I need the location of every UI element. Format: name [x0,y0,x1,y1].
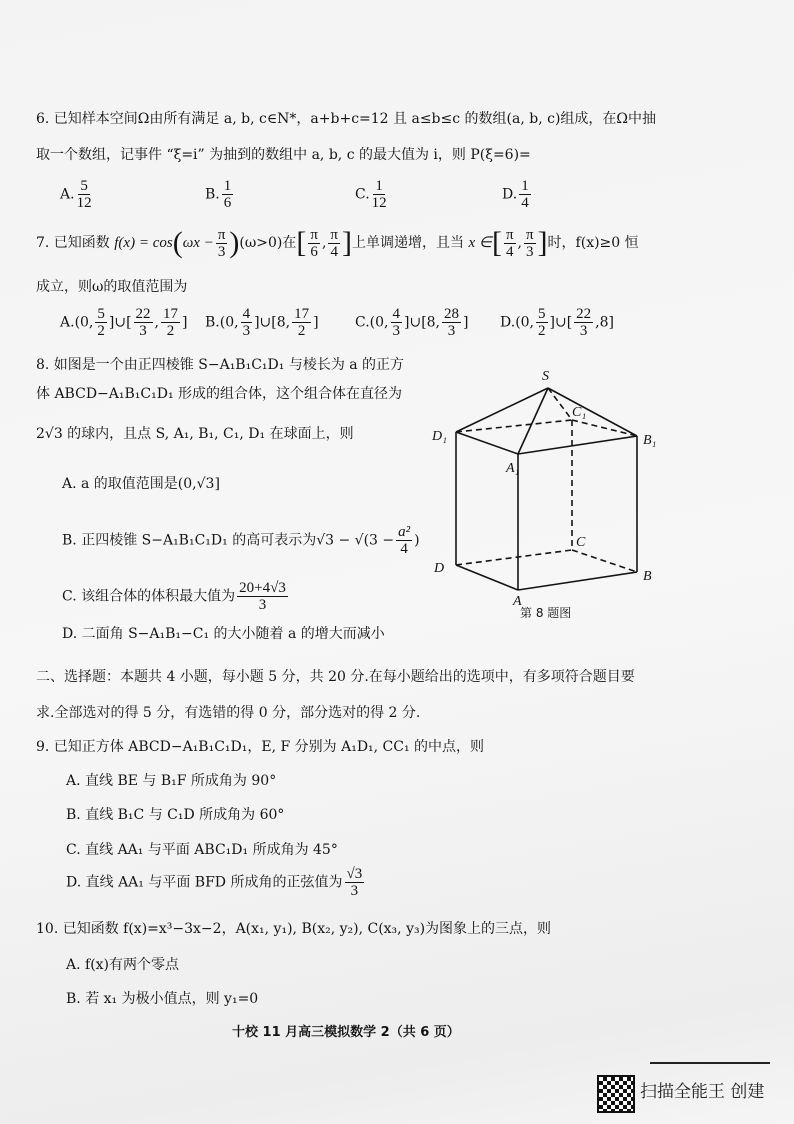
q8-figure [420,360,680,620]
edge-d1-c1 [456,420,572,432]
q7-option-b: B.(0, $\frac{4}{3}$ ]∪[8, $\frac{17}{2}$ ] [205,306,319,339]
q9-option-c: C. 直线 AA₁ 与平面 ABC₁D₁ 所成角为 45° [66,842,338,858]
fraction: $\frac{1}{12}$ [371,178,387,211]
fraction: $\frac{4}{3}$ [242,306,251,339]
q6-option-c: C. $\frac{1}{12}$ [355,178,387,211]
q6-option-a: A. $\frac{5}{12}$ [60,178,92,211]
fraction: $\frac{22}{3}$ [135,306,151,339]
q7-stem: 7. 已知函数 f(x) = cos(ωx − $\frac{\pi}{3}$ )(ω>0)在[ $\frac{\pi}{6}$ , $\frac{\pi}{4}$ ]上单调递增，且当 x ∈[ $\frac{\pi}{4}$ , $\frac{\pi}{3}$ ]时，f(x)≥0 恒 [36,226,639,260]
qr-code-icon [597,1075,635,1113]
section2-line1: 二、选择题：本题共 4 小题，每小题 5 分，共 20 分.在每小题给出的选项中，有多项符合题目要 [36,669,635,685]
q9-stem: 9. 已知正方体 ABCD−A₁B₁C₁D₁，E, F 分别为 A₁D₁, CC₁ 的中点，则 [36,739,485,755]
edge-a1-b1 [518,436,637,454]
edge-d1-a1 [456,432,518,454]
q8-option-c: C. 该组合体的体积最大值为 $\frac{20+4√3}{3}$ [62,580,286,613]
edge-c1-b1 [572,420,637,436]
q6-line2: 取一个数组，记事件 “ξ=i” 为抽到的数组中 a, b, c 的最大值为 i，则 P(ξ=6)= [36,147,531,163]
fraction: $\frac{5}{2}$ [97,306,105,339]
q6-option-d: D. $\frac{1}{4}$ [502,178,529,211]
fraction: $\frac{\pi}{3}$ [217,226,226,260]
q7-option-c: C.(0, $\frac{4}{3}$ ]∪[8, $\frac{28}{3}$ ] [355,306,469,339]
label-b: B [643,569,652,584]
q7-line2: 成立，则ω的取值范围为 [36,279,188,295]
q6-line1: 6. 已知样本空间Ω由所有满足 a, b, c∈N*，a+b+c=12 且 a≤b≤c 的数组(a, b, c)组成，在Ω中抽 [36,111,657,127]
fraction: $\frac{5}{2}$ [538,306,546,339]
edge-s-d1 [456,388,548,432]
label-s: S [542,369,549,384]
q9-option-a: A. 直线 BE 与 B₁F 所成角为 90° [66,773,277,789]
q7-option-a: A.(0, $\frac{5}{2}$ ]∪[ $\frac{22}{3}$ , $\frac{17}{2}$ ] [60,306,188,339]
q9-option-d: D. 直线 AA₁ 与平面 BFD 所成角的正弦值为 $\frac{√3}{3}$ [66,866,363,899]
edge-c-b [572,550,637,572]
fraction: $\frac{\pi}{6}$ [310,226,318,260]
fraction: $\frac{√3}{3}$ [346,866,363,899]
q10-option-a: A. f(x)有两个零点 [66,957,180,973]
q7-option-d: D.(0, $\frac{5}{2}$ ]∪[ $\frac{22}{3}$ ,8] [500,306,614,339]
q8-option-b: B. 正四棱锥 S−A₁B₁C₁D₁ 的高可表示为√3 − √(3 − $\frac{\text{a²}}{4}$ ) [62,524,420,557]
fraction: $\frac{22}{3}$ [576,306,592,339]
label-c1: C₁ [572,405,587,420]
fraction: $\frac{17}{2}$ [163,306,178,339]
fraction: $\frac{20+4√3}{3}$ [239,580,286,613]
fraction: $\frac{\pi}{4}$ [330,226,338,260]
q8-line1: 8. 如图是一个由正四棱锥 S−A₁B₁C₁D₁ 与棱长为 a 的正方 [36,357,405,373]
label-a: A [513,594,522,609]
label-c: C [576,535,586,550]
q9-option-b: B. 直线 B₁C 与 C₁D 所成角为 60° [66,807,285,823]
q10-stem: 10. 已知函数 f(x)=x³−3x−2，A(x₁, y₁), B(x₂, y₂), C(x₃, y₃)为图象上的三点，则 [36,921,552,937]
label-a1: A₁ [506,461,520,476]
section2-line2: 求.全部选对的得 5 分，有选错的得 0 分，部分选对的得 2 分. [36,705,421,721]
q10-option-b: B. 若 x₁ 为极小值点，则 y₁=0 [66,991,259,1007]
fraction: $\frac{1}{4}$ [521,178,529,211]
page-footer: 十校 11 月高三模拟数学 2（共 6 页） [232,1025,460,1040]
q8-option-d: D. 二面角 S−A₁B₁−C₁ 的大小随着 a 的增大而减小 [62,626,385,642]
fraction: $\frac{4}{3}$ [392,306,400,339]
fraction: $\frac{1}{6}$ [223,178,232,211]
edge-a-b [518,572,637,590]
edge-s-a1 [518,388,548,454]
edge-d-a [456,565,518,590]
q8-line2: 体 ABCD−A₁B₁C₁D₁ 形成的组合体，这个组合体在直径为 [36,386,403,402]
fraction: $\frac{28}{3}$ [444,306,460,339]
q6-option-b: B. $\frac{1}{6}$ [205,178,232,211]
figure-caption: 第 8 题图 [520,606,572,620]
label-d: D [434,561,445,576]
fraction: $\frac{17}{2}$ [294,306,310,339]
edge-s-b1 [548,388,637,436]
label-d1: D₁ [432,429,447,444]
q8-line3: 2√3 的球内，且点 S, A₁, B₁, C₁, D₁ 在球面上，则 [36,426,354,442]
fraction: $\frac{\text{a²}}{4}$ [398,524,411,557]
label-b1: B₁ [643,433,657,448]
fraction: $\frac{\pi}{3}$ [525,226,534,260]
edge-d-c [456,550,572,565]
edge-s-c1 [548,388,572,420]
scanner-watermark: 扫描全能王 创建 [640,1082,765,1102]
divider [650,1062,770,1064]
fraction: $\frac{5}{12}$ [76,178,92,211]
q8-option-a: A. a 的取值范围是(0,√3] [62,476,220,492]
fraction: $\frac{\pi}{4}$ [505,226,514,260]
